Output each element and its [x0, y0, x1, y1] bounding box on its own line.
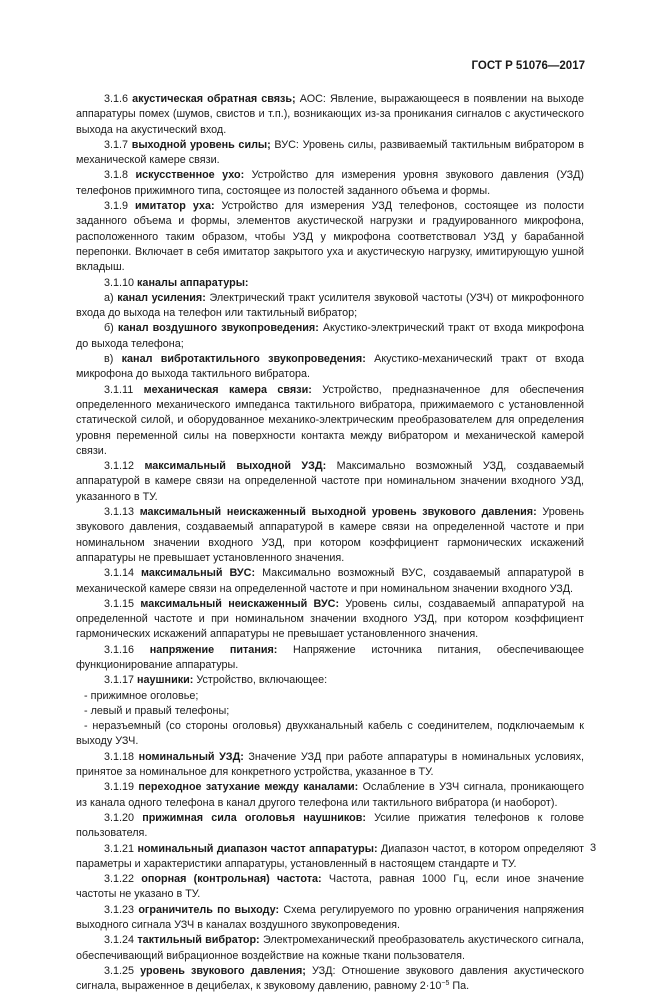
term-name: номинальный УЗД: [138, 750, 244, 763]
clause-number: 3.1.8 [104, 169, 136, 182]
definition-paragraph [76, 842, 584, 873]
term-name: опорная (контрольная) частота: [141, 873, 322, 886]
clause-number: 3.1.9 [104, 200, 135, 213]
clause-number: 3.1.10 [104, 276, 138, 289]
term-name: канал воздушного звукопроведения: [117, 322, 319, 335]
clause-number: 3.1.11 [104, 383, 144, 396]
term-name: выходной уровень силы; [131, 138, 271, 151]
clause-number: 3.1.22 [104, 873, 142, 886]
definition-paragraph [76, 138, 584, 169]
term-definition: Устройство, включающее: [193, 674, 328, 687]
term-definition: Значение УЗД при работе аппаратуры в номинальных условиях, принятое за номинальное для конкретного устройства, указанное в ТУ. [76, 750, 584, 779]
clause-number: в) [104, 353, 122, 366]
clause-number: 3.1.25 [104, 964, 141, 977]
term-name: наушники: [137, 674, 194, 687]
clause-number: 3.1.20 [104, 811, 143, 824]
clause-number: 3.1.17 [104, 674, 138, 687]
definition-paragraph [76, 199, 584, 275]
definition-paragraph [76, 750, 584, 781]
clause-number: б) [104, 322, 118, 335]
exponent: −5 [441, 980, 450, 988]
definition-paragraph [76, 505, 584, 566]
term-name: тактильный вибратор: [137, 934, 260, 947]
clause-number: а) [104, 291, 118, 304]
term-definition: Устройство, предназначенное для обеспечения определенного механического импеданса тактильного вибратора, прижимаемого с установленной статической силой, и оборудованное механико-электрическим преобразователем для определения уровня переменной силы на поверхности контакта между вибратором и механической камерой связи. [76, 383, 585, 457]
page-number: 3 [590, 842, 597, 854]
term-definition: Схема регулируемого по уровню ограничения напряжения выходного сигнала УЗЧ в каналах воздушного звукопроведения. [76, 903, 584, 932]
term-name: номинальный диапазон частот аппаратуры: [137, 842, 378, 855]
clause-number: 3.1.13 [104, 506, 140, 519]
definition-paragraph [76, 168, 584, 199]
definition-paragraph [76, 903, 584, 934]
term-definition: ВУС: Уровень силы, развиваемый тактильным вибратором в механической камере связи. [76, 138, 584, 167]
term-definition: Максимально возможный ВУС, создаваемый аппаратурой в механической камере связи на определенной частоте и при номинальном значении входного УЗД. [76, 567, 584, 595]
unit-text: Па. [449, 980, 470, 993]
clause-number: 3.1.18 [104, 750, 139, 763]
definition-paragraph [76, 383, 584, 459]
term-name: уровень звукового давления; [140, 964, 306, 977]
term-name: максимальный неискаженный ВУС: [140, 597, 340, 610]
term-name: максимальный выходной УЗД: [144, 460, 327, 473]
term-definition: Диапазон частот, в котором определяют параметры и характеристики аппаратуры, установленный в настоящем стандарте и ТУ. [76, 842, 584, 870]
definition-paragraph [76, 459, 584, 505]
term-definition: Максимально возможный УЗД, создаваемый аппаратурой в камере связи на определенной частоте при номинальном значении входного УЗД, указанного в ТУ. [76, 460, 584, 503]
term-name: канал вибротактильного звукопроведения: [121, 353, 366, 366]
term-definition: Устройство для измерения УЗД телефонов, состоящее из полости заданного объема и формы, элементов акустической нагрузки и градуированного микрофона, расположенного таким образом, чтобы УЗД у микрофона соответствовал УЗД у барабанной перепонки. Включает в себя имитатор закрытого уха и акустическую нагрузку, имитирующую ушной вкладыш. [76, 200, 584, 274]
term-definition: Напряжение источника питания, обеспечивающее функционирование аппаратуры. [76, 643, 584, 671]
definition-paragraph [76, 321, 584, 352]
term-name: искусственное ухо: [135, 169, 245, 182]
clause-number: 3.1.7 [104, 138, 132, 151]
term-definition: УЗД: Отношение звукового давления акустического сигнала, выраженное в децибелах, к звуковому давлению, равному 2·10 [76, 964, 584, 993]
list-item: - прижимное оголовье; [84, 689, 199, 702]
term-name: переходное затухание между каналами: [138, 781, 359, 794]
term-definition: Устройство для измерения уровня звукового давления (УЗД) телефонов прижимного типа, состоящее из полостей заданного объема и формы. [76, 169, 585, 197]
definition-paragraph [76, 291, 584, 322]
term-definition: Акустико-механический тракт от входа микрофона до выхода тактильного вибратора. [76, 353, 584, 381]
definition-paragraph [76, 643, 584, 674]
clause-number: 3.1.23 [104, 903, 139, 916]
definitions-body [76, 92, 584, 995]
term-definition: Электромеханический преобразователь акустического сигнала, обеспечивающий вибрационное воздействие на кожные ткани пользователя. [76, 934, 584, 962]
definition-paragraph [76, 597, 584, 643]
term-definition: Электрический тракт усилителя звуковой частоты (УЗЧ) от микрофонного входа до выхода на телефон или тактильный вибратор; [76, 291, 584, 320]
definition-paragraph [76, 566, 584, 597]
term-name: канал усиления: [117, 291, 206, 304]
document-header: ГОСТ Р 51076—2017 [471, 60, 585, 72]
clause-number: 3.1.16 [104, 643, 150, 656]
term-definition: Усилие прижатия телефонов к голове пользователя. [76, 811, 584, 840]
definition-paragraph [76, 964, 584, 995]
term-name: каналы аппаратуры: [137, 276, 249, 289]
definition-paragraph [76, 352, 584, 383]
definition-paragraph [76, 811, 584, 842]
definition-paragraph [76, 92, 584, 138]
term-definition: Акустико-электрический тракт от входа микрофона до выхода телефона; [76, 322, 584, 350]
term-definition: Ослабление в УЗЧ сигнала, проникающего из канала одного телефона в канал другого телефона или тактильного вибратора (и наоборот). [76, 781, 584, 809]
term-definition: Частота, равная 1000 Гц, если иное значение частоты не указано в ТУ. [76, 873, 584, 901]
definition-paragraph [76, 276, 584, 291]
definition-paragraph [76, 780, 584, 811]
term-name: ограничитель по выходу: [138, 903, 280, 916]
term-name: механическая камера связи: [143, 383, 312, 396]
definition-paragraph [76, 933, 584, 964]
list-item: - неразъемный (со стороны оголовья) двухканальный кабель с соединителем, подключаемым к выходу УЗЧ. [76, 720, 584, 748]
clause-number: 3.1.12 [104, 460, 145, 473]
term-name: максимальный неискаженный выходной уровень звукового давления: [139, 506, 537, 519]
clause-number: 3.1.6 [104, 93, 133, 105]
term-name: максимальный ВУС: [141, 567, 256, 580]
term-name: напряжение питания: [149, 643, 278, 656]
list-item: - левый и правый телефоны; [84, 704, 230, 717]
clause-number: 3.1.19 [104, 781, 139, 794]
clause-number: 3.1.15 [104, 597, 141, 610]
definition-paragraph [76, 872, 584, 903]
term-definition: Уровень силы, создаваемый аппаратурой на определенной частоте и при номинальном значении входного УЗД, при котором коэффициент гармонических искажений аппаратуры не превышает установленного значения. [76, 597, 584, 641]
term-name: акустическая обратная связь; [132, 93, 296, 105]
term-definition: Уровень звукового давления, создаваемый аппаратурой в камере связи на определенной частоте и при номинальном значении входного УЗД, при котором коэффициент гармонических искажений аппаратуры не превышает установленного значения. [76, 506, 584, 564]
clause-number: 3.1.21 [104, 842, 138, 855]
term-name: прижимная сила оголовья наушников: [142, 811, 366, 824]
term-definition: АОС: Явление, выражающееся в появлении на выходе аппаратуры помех (шумов, свистов и т.п.), возникающих из-за проникания сигналов с акустического выхода на акустический вход. [76, 93, 585, 136]
definition-paragraph [76, 673, 584, 688]
clause-number: 3.1.24 [104, 934, 138, 947]
clause-number: 3.1.14 [104, 567, 142, 580]
term-name: имитатор уха: [134, 200, 215, 213]
